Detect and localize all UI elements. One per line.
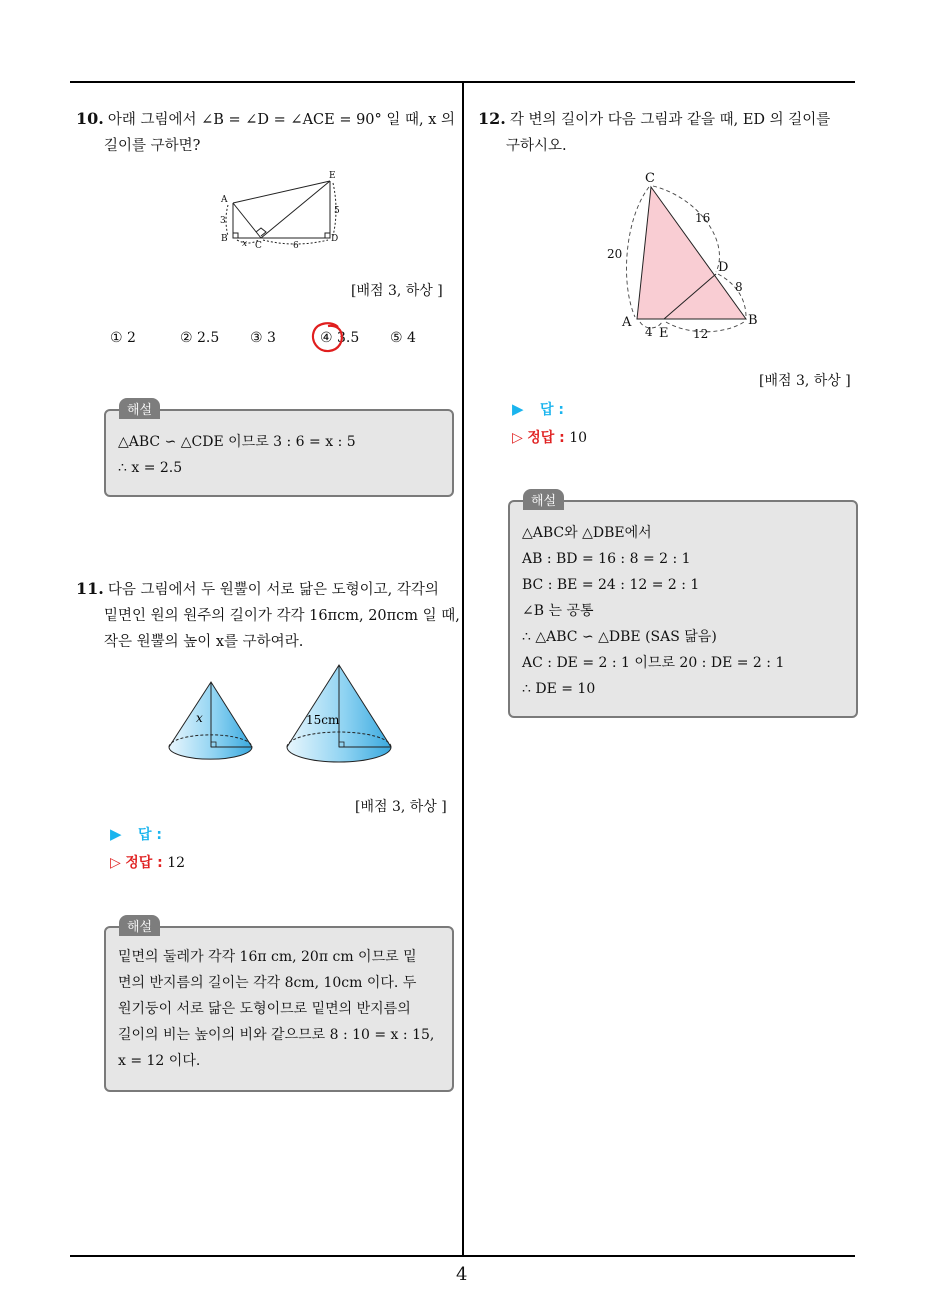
q12-label-b: B	[748, 313, 758, 328]
explanation-line: BC : BE = 24 : 12 = 2 : 1	[522, 577, 700, 593]
question-text-line1: 아래 그림에서 ∠B = ∠D = ∠ACE = 90° 일 때, x 의	[107, 112, 456, 128]
explanation-line: ∠B 는 공통	[522, 603, 594, 619]
explanation-line: ∴ △ABC ∽ △DBE (SAS 닮음)	[522, 629, 717, 645]
question-11	[76, 576, 461, 655]
question-text-line1: 다음 그림에서 두 원뿔이 서로 닮은 도형이고, 각각의	[107, 582, 439, 598]
q12-label-d: D	[718, 260, 729, 275]
choice-value: 2.5	[197, 330, 220, 346]
q10-label-a: A	[221, 195, 228, 205]
q12-answer-row	[512, 399, 564, 419]
correct-label: 정답 :	[125, 855, 163, 871]
choice-mark: ①	[110, 330, 123, 346]
explanation-line: 길이의 비는 높이의 비와 같으므로 8 : 10 = x : 15,	[118, 1027, 435, 1043]
q11-small-cone-label: x	[196, 711, 203, 725]
question-12	[478, 106, 863, 159]
q12-len-ca: 20	[607, 247, 623, 261]
q11-cones-figure	[160, 660, 400, 772]
q10-score: [배점 3, 하상 ]	[351, 283, 443, 299]
explanation-line: 밑면의 둘레가 각각 16π cm, 20π cm 이므로 밑	[118, 949, 417, 965]
q10-label-d: D	[331, 234, 339, 244]
q11-explanation-tag: 해설	[119, 915, 160, 936]
choice-mark: ⑤	[390, 330, 403, 346]
q11-big-cone-label: 15cm	[306, 713, 340, 727]
q10-figure	[215, 168, 345, 250]
q11-answer-row	[110, 824, 162, 844]
q10-len-cd: 6	[293, 241, 299, 250]
q12-len-ae: 4	[645, 325, 653, 339]
explanation-line: ∴ x = 2.5	[118, 460, 183, 476]
choice-value: 3.5	[337, 330, 360, 346]
q11-explanation-box	[104, 926, 454, 1092]
explanation-line: ∴ DE = 10	[522, 681, 596, 697]
choice-1[interactable]	[110, 330, 136, 346]
correct-value: 12	[167, 855, 186, 871]
q10-len-bc: x	[242, 239, 248, 249]
q12-len-db: 8	[735, 280, 743, 294]
question-number: 10.	[76, 109, 104, 128]
q12-score: [배점 3, 하상 ]	[759, 373, 851, 389]
choice-value: 3	[267, 330, 276, 346]
q12-label-a: A	[622, 315, 632, 330]
play-arrow-icon: ▶	[512, 400, 524, 418]
question-text-line2: 밑면인 원의 원주의 길이가 각각 16πcm, 20πcm 일 때,	[104, 608, 460, 624]
choice-value: 4	[407, 330, 416, 346]
q11-correct-row	[110, 852, 185, 872]
choice-2[interactable]	[180, 330, 219, 346]
explanation-line: x = 12 이다.	[118, 1053, 201, 1069]
explanation-line: △ABC와 △DBE에서	[522, 525, 652, 541]
question-10	[76, 106, 456, 159]
explanation-line: △ABC ∽ △CDE 이므로 3 : 6 = x : 5	[118, 434, 356, 450]
q12-label-e: E	[659, 326, 669, 341]
question-text-line1: 각 변의 길이가 다음 그림과 같을 때, ED 의 길이를	[509, 112, 831, 128]
q10-label-e: E	[329, 171, 336, 181]
q12-triangle-figure	[600, 168, 770, 346]
q12-explanation-tag: 해설	[523, 489, 564, 510]
question-text-line2: 구하시오.	[506, 138, 567, 154]
choice-mark: ③	[250, 330, 263, 346]
choice-mark: ④	[320, 330, 333, 346]
choice-value: 2	[127, 330, 136, 346]
selected-answer-circle-icon	[310, 321, 346, 355]
question-text-line2: 길이를 구하면?	[104, 138, 201, 154]
question-text-line3: 작은 원뿔의 높이 x를 구하여라.	[104, 634, 304, 650]
question-number: 11.	[76, 579, 104, 598]
bottom-rule	[70, 1255, 855, 1257]
q12-explanation-box	[508, 500, 858, 718]
triangle-outline-icon: ▷	[512, 430, 523, 446]
q10-len-ab: 3	[220, 216, 226, 226]
answer-label: 답 :	[540, 402, 564, 418]
choice-5[interactable]	[390, 330, 416, 346]
explanation-line: 면의 반지름의 길이는 각각 8cm, 10cm 이다. 두	[118, 975, 417, 991]
q12-label-c: C	[645, 171, 655, 186]
q12-correct-row	[512, 427, 587, 447]
play-arrow-icon: ▶	[110, 825, 122, 843]
q10-explanation-tag: 해설	[119, 398, 160, 419]
explanation-line: 원기둥이 서로 닮은 도형이므로 밑면의 반지름의	[118, 1001, 411, 1017]
answer-label: 답 :	[138, 827, 162, 843]
q10-explanation-box	[104, 409, 454, 497]
page-number: 4	[456, 1264, 468, 1285]
explanation-line: AB : BD = 16 : 8 = 2 : 1	[522, 551, 691, 567]
q12-len-eb: 12	[693, 327, 709, 341]
q12-len-cd: 16	[695, 211, 711, 225]
explanation-line: AC : DE = 2 : 1 이므로 20 : DE = 2 : 1	[522, 655, 785, 671]
correct-value: 10	[569, 430, 588, 446]
column-divider	[462, 81, 464, 1257]
choice-mark: ②	[180, 330, 193, 346]
q10-label-c: C	[255, 241, 262, 250]
question-number: 12.	[478, 109, 506, 128]
q11-score: [배점 3, 하상 ]	[355, 799, 447, 815]
q10-label-b: B	[221, 234, 228, 244]
correct-label: 정답 :	[527, 430, 565, 446]
q10-len-de: 5	[334, 206, 340, 216]
choice-3[interactable]	[250, 330, 276, 346]
triangle-outline-icon: ▷	[110, 855, 121, 871]
